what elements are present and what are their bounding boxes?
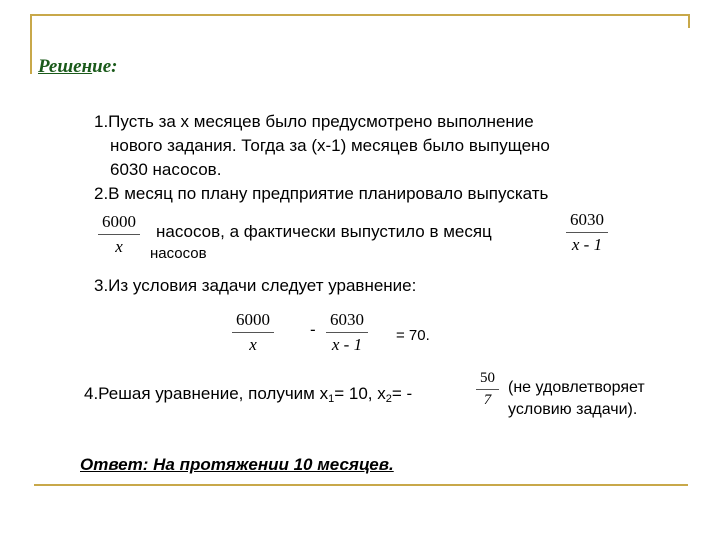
equation-fraction-a xyxy=(232,310,274,355)
decorative-rule-bottom xyxy=(34,484,688,486)
step4-sub2: 2 xyxy=(385,393,392,405)
decorative-rule-top-end xyxy=(688,14,690,28)
step4-text-a: 4.Решая уравнение, получим x xyxy=(84,384,329,403)
step1-line3: 6030 насосов. xyxy=(110,160,222,179)
equation-minus: - xyxy=(310,320,316,339)
heading-rest: ие: xyxy=(92,56,118,77)
fraction-planned-denominator: x xyxy=(115,237,123,256)
fraction-actual xyxy=(566,210,608,255)
heading-underlined-part: Решен xyxy=(38,56,93,77)
step4-text-c: = - xyxy=(391,384,413,403)
step4-sub1: 1 xyxy=(328,393,335,405)
step4-note-line2: условию задачи). xyxy=(508,401,638,418)
fraction-root-numerator: 50 xyxy=(476,370,499,390)
step2-line3: насосов xyxy=(150,245,207,262)
step4-line xyxy=(84,384,412,409)
fraction-planned-numerator: 6000 xyxy=(98,212,140,235)
equation-rhs: = 70. xyxy=(396,327,430,344)
fraction-root-denominator: 7 xyxy=(483,392,492,408)
decorative-rule-top xyxy=(30,14,690,16)
step3-line1: 3.Из условия задачи следует уравнение: xyxy=(94,276,417,295)
step1-line2: нового задания. Тогда за (x-1) месяцев было выпущено xyxy=(110,136,550,155)
solution-heading xyxy=(38,56,118,78)
fraction-root xyxy=(476,370,499,409)
fraction-actual-numerator: 6030 xyxy=(566,210,608,233)
equation-fraction-a-denominator: x xyxy=(249,335,257,354)
answer-line: Ответ: На протяжении 10 месяцев. xyxy=(80,455,394,474)
step4-text-b: = 10, x xyxy=(334,384,386,403)
step2-line1: 2.В месяц по плану предприятие планировало выпускать xyxy=(94,184,549,203)
equation-fraction-a-numerator: 6000 xyxy=(232,310,274,333)
step4-note-line1: (не удовлетворяет xyxy=(508,379,645,396)
fraction-planned xyxy=(98,212,140,257)
equation-fraction-b-denominator: x - 1 xyxy=(331,335,363,354)
equation-fraction-b-numerator: 6030 xyxy=(326,310,368,333)
step1-line1: 1.Пусть за x месяцев было предусмотрено выполнение xyxy=(94,112,534,131)
fraction-actual-denominator: x - 1 xyxy=(571,235,603,254)
step2-line2: насосов, а фактически выпустило в месяц xyxy=(156,222,492,241)
equation-fraction-b xyxy=(326,310,368,355)
decorative-rule-vertical xyxy=(30,14,32,74)
